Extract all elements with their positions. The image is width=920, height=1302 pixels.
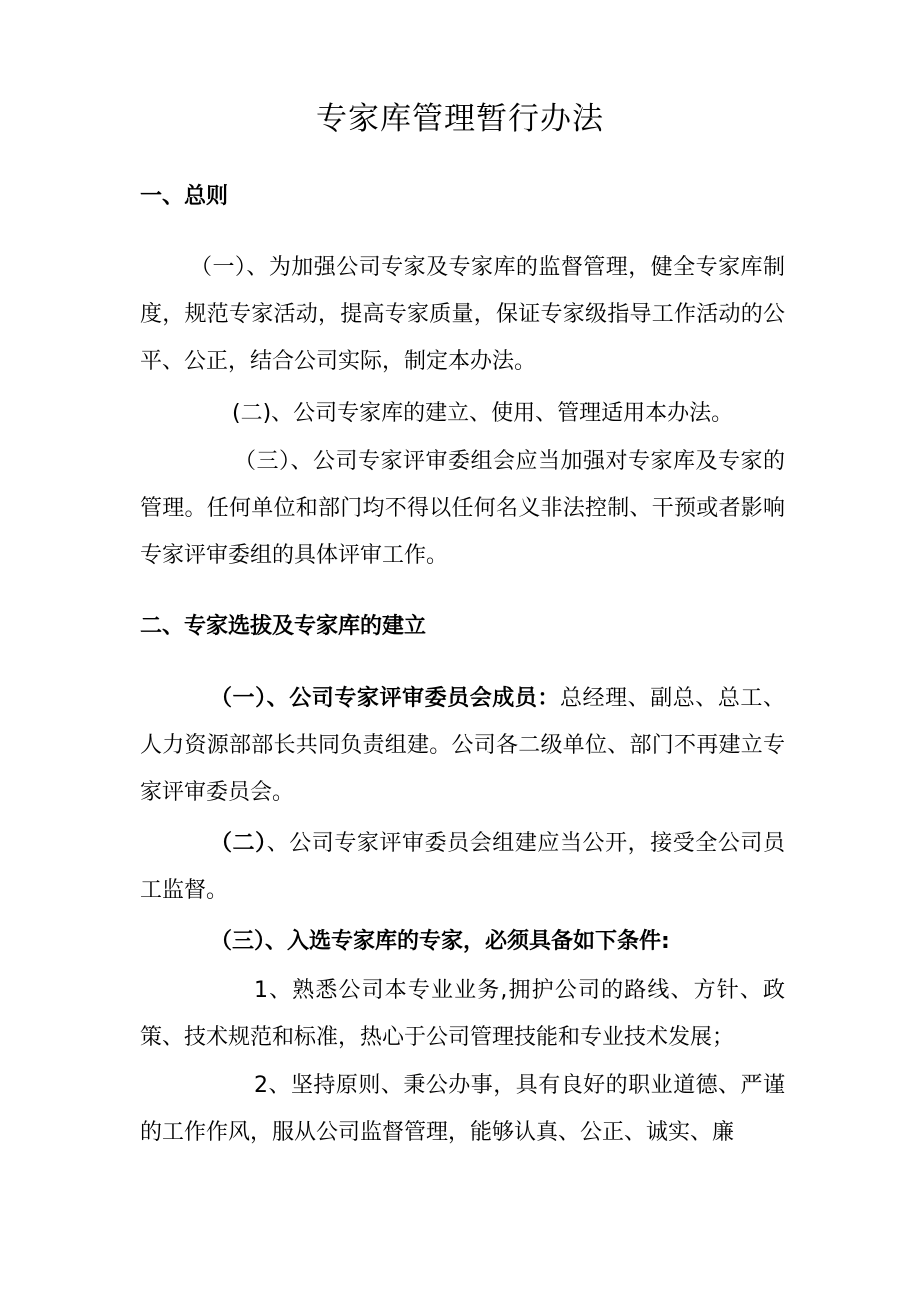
paragraph-selection-2-text: 、公司专家评审委员会组建应当公开，接受全公司员工监督。 [140, 831, 785, 903]
section-heading-selection: 二、专家选拔及专家库的建立 [140, 614, 427, 639]
paragraph-general-3: （三）、公司专家评审委组会应当加强对专家库及专家的管理。任何单位和部门均不得以任何名义非法控制、干预或者影响专家评审委组的具体评审工作。 [140, 449, 785, 568]
document-title: 专家库管理暂行办法 [316, 101, 604, 137]
condition-item-2: 2、坚持原则、秉公办事，具有良好的职业道德、严谨的工作作风，服从公司监督管理，能够认真、公正、诚实、廉 [140, 1073, 785, 1145]
paragraph-selection-2-bold: （二） [210, 831, 267, 856]
paragraph-selection-1 [140, 675, 785, 816]
paragraph-selection-1-bold: （一）、公司专家评审委员会成员： [210, 686, 560, 711]
paragraph-selection-3 [140, 918, 785, 965]
paragraph-selection-1-text: 总经理、副总、总工、人力资源部部长共同负责组建。公司各二级单位、部门不再建立专家评审委员会。 [140, 686, 785, 805]
condition-item-1: 1、熟悉公司本专业业务,拥护公司的路线、方针、政策、技术规范和标准，热心于公司管理技能和专业技术发展； [140, 978, 785, 1050]
paragraph-selection-3-bold: （三）、入选专家库的专家，必须具备如下条件: [210, 929, 670, 954]
paragraph-general-1: （一）、为加强公司专家及专家库的监督管理，健全专家库制度，规范专家活动，提高专家质量，保证专家级指导工作活动的公平、公正，结合公司实际，制定本办法。 [140, 255, 785, 374]
paragraph-general-2: (二)、公司专家库的建立、使用、管理适用本办法。 [232, 401, 734, 426]
section-heading-general: 一、总则 [140, 184, 229, 209]
paragraph-selection-2 [140, 820, 785, 914]
